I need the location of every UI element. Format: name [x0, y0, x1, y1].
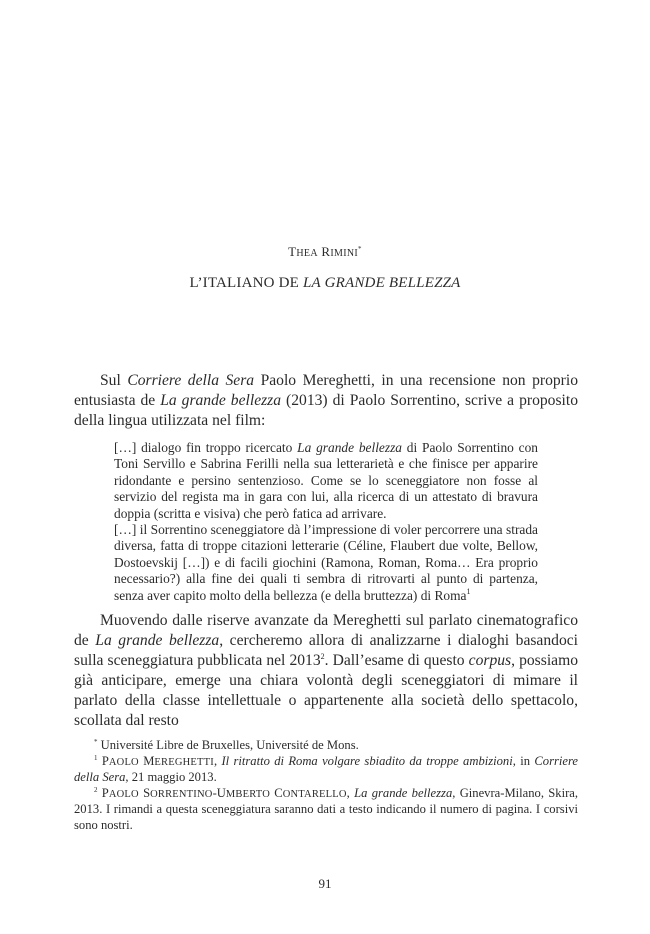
text-run: ,	[346, 785, 355, 800]
small-caps-run: AOLO	[108, 788, 139, 800]
text-run: , cercheremo allora di analizzarne i dialoghi basandoci sulla sceneggiatura pubblicata nel 2013	[74, 632, 578, 669]
title-prefix: L’ITALIANO DE	[189, 275, 303, 291]
text-run: di Paolo Sorrentino con Toni Servillo e Sabrina Ferilli nella sua letterarietà e che finisce per apparire ridondante e persino sentenzioso. Come se lo sceneggiatore non fosse al servizio del regista ma in gara con lui, alla ricerca di un attestato di bravura doppia (scritta e visiva) che però fatica ad arrivare.	[114, 440, 538, 521]
text-run: ,	[213, 753, 222, 768]
footnote-author	[74, 738, 578, 754]
text-run: […] il Sorrentino sceneggiatore dà l’impressione di voler percorrere una strada diversa, fatta di troppe citazioni letterarie (Céline, Flaubert due volte, Bellow, Dostoevskij […]) e di facili giochini (Ramona, Roman, Roma… Era proprio necessario?) alla fine dei quali ti sembra di ritrovarti al punto di partenza, senza aver capito molto della bellezza (e della bruttezza) di Roma	[114, 522, 538, 603]
text-run: , 21 maggio 2013.	[125, 770, 217, 785]
author-footnote-mark: *	[358, 245, 362, 253]
paragraph-main	[74, 611, 578, 731]
text-run: (2013) di Paolo Sorrentino, scrive a proposito della lingua utilizzata nel film:	[74, 392, 578, 429]
italic-run: Corriere della Sera	[127, 372, 255, 389]
small-caps-run: AOLO	[108, 756, 139, 768]
paragraph-intro	[74, 371, 578, 431]
small-caps-run: ORRENTINO	[150, 788, 213, 800]
quote-paragraph-2	[114, 522, 538, 604]
italic-run: La grande bellezza	[297, 440, 402, 455]
small-caps-run: ONTARELLO	[282, 788, 347, 800]
text-run: , possiamo già anticipare, emerge una chiara volontà degli sceneggiatori di mimare il parlato della classe intellettuale o appartenente alla società dello spettacolo, scollata dal resto	[74, 652, 579, 729]
small-caps-initial: S	[138, 785, 151, 800]
author-first-rest: HEA	[296, 248, 318, 259]
text-run: Université Libre de Bruxelles, Université de Mons.	[97, 738, 359, 752]
footnote-ref-2[interactable]: 2	[320, 652, 325, 661]
footnote-ref-1[interactable]: 1	[466, 586, 471, 596]
italic-run: Corriere della Sera	[74, 753, 578, 785]
article-title	[0, 275, 650, 292]
author-first-initial: T	[288, 244, 297, 259]
footnotes	[74, 738, 578, 834]
text-run: Paolo Mereghetti, in una recensione non proprio entusiasta de	[74, 372, 579, 409]
small-caps-initial: P	[101, 785, 109, 800]
footnote-1	[74, 754, 578, 786]
title-italic: LA GRANDE BELLEZZA	[303, 275, 461, 291]
small-caps-run: EREGHETTI	[154, 756, 214, 768]
italic-run: La grande bellezza	[95, 632, 220, 649]
small-caps-initial: C	[270, 785, 283, 800]
author-last-initial: R	[321, 244, 331, 259]
text-run: . Dall’esame di questo	[324, 652, 469, 669]
footnote-mark: 2	[94, 785, 98, 794]
italic-run: Il ritratto di Roma volgare sbiadito da troppe ambizioni	[221, 753, 513, 768]
block-quote	[114, 440, 538, 604]
italic-run: La grande bellezza	[354, 785, 453, 800]
footnote-2	[74, 786, 578, 834]
text-run: […] dialogo fin troppo ricercato	[114, 440, 298, 455]
text-run: , Ginevra-Milano, Skira, 2013. I rimandi a questa sceneggiatura saranno dati a testo indicando il numero di pagina. I corsivi sono nostri.	[74, 785, 578, 832]
quote-paragraph-1	[114, 440, 538, 522]
page-number: 91	[318, 876, 332, 891]
text-run: , in	[512, 753, 535, 768]
small-caps-initial: P	[101, 753, 109, 768]
footnote-mark: 1	[94, 753, 98, 762]
text-run: Sul	[100, 372, 128, 389]
small-caps-initial: -U	[212, 785, 226, 800]
author-last-rest: IMINI	[330, 248, 359, 259]
footnote-mark: *	[94, 738, 98, 746]
italic-run: corpus	[468, 652, 512, 669]
small-caps-run: MBERTO	[225, 788, 270, 800]
author-name	[0, 244, 650, 260]
small-caps-initial: M	[138, 753, 155, 768]
italic-run: La grande bellezza	[160, 392, 282, 409]
text-run: Muovendo dalle riserve avanzate da Mereghetti sul parlato cinematografico de	[74, 612, 578, 649]
